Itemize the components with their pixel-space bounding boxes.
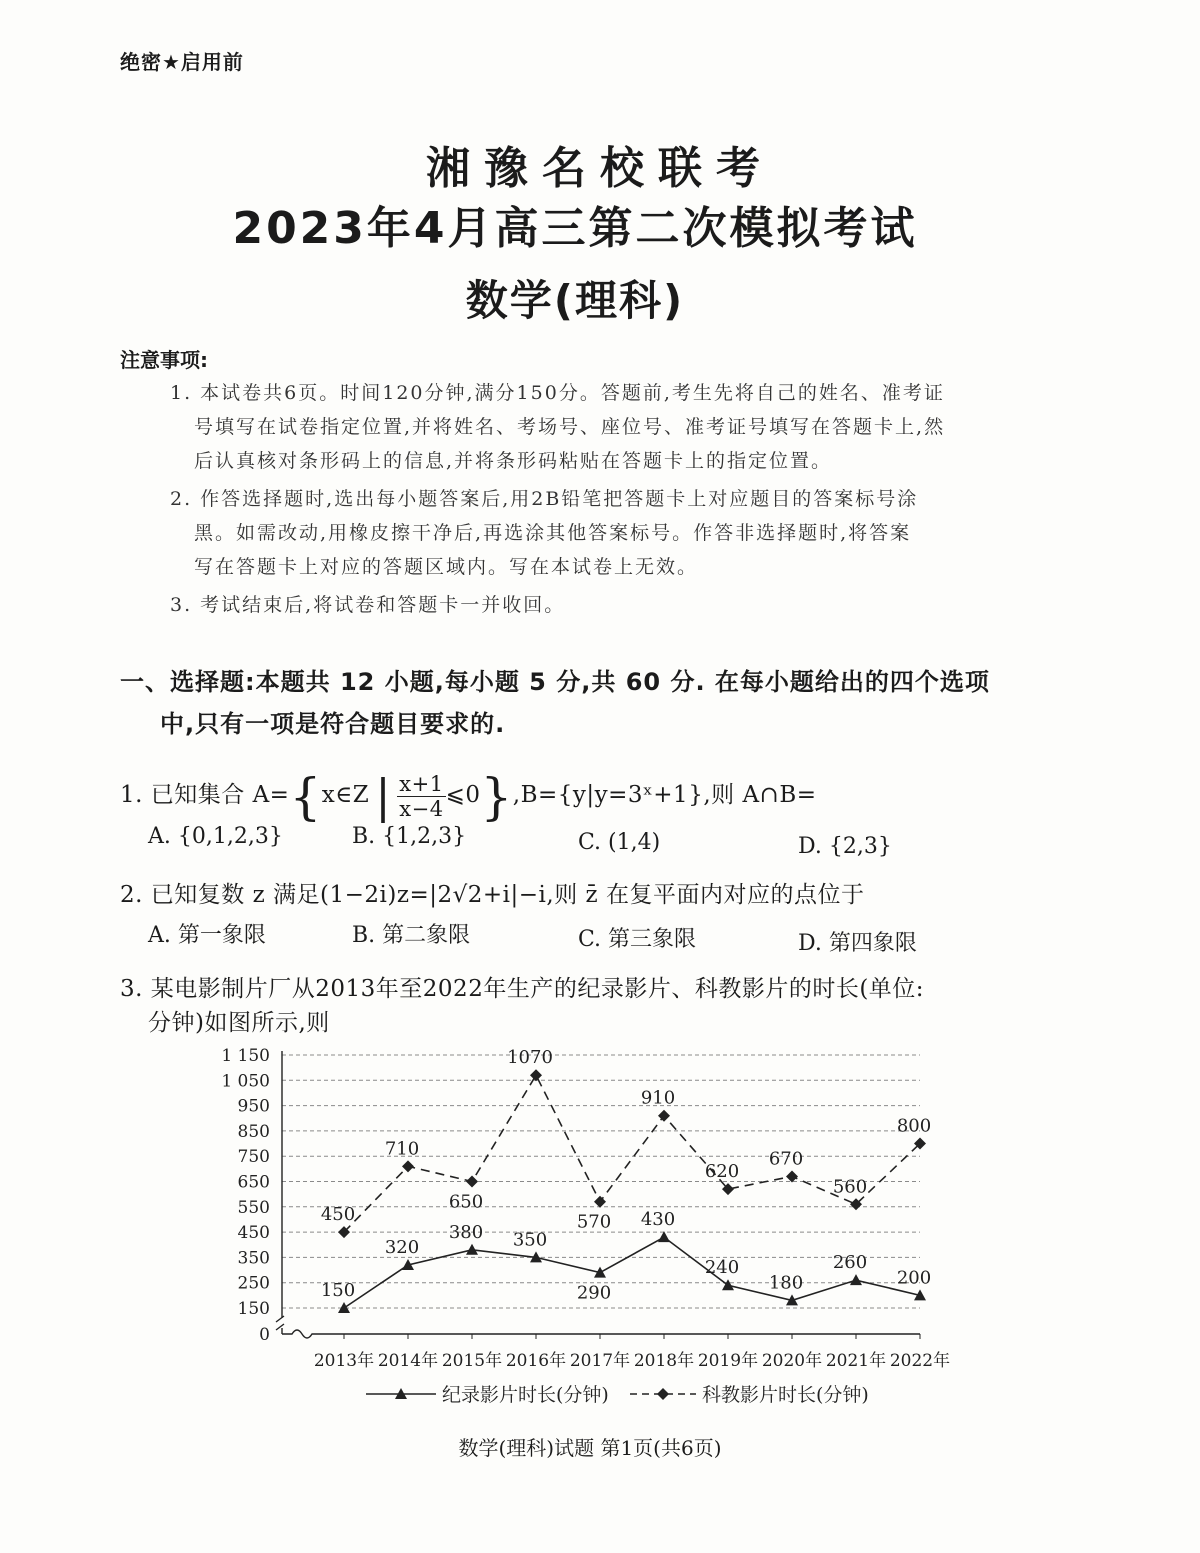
y-tick-label: 250 — [237, 1273, 270, 1294]
data-label: 350 — [512, 1229, 548, 1251]
y-tick-label: 1 150 — [221, 1046, 270, 1066]
y-tick-label: 150 — [237, 1299, 270, 1319]
set-bar: | — [375, 769, 392, 823]
documentary-point — [466, 1244, 478, 1255]
science-point — [658, 1110, 670, 1122]
notice-line: 黑。如需改动,用橡皮擦干净后,再选涂其他答案标号。作答非选择题时,将答案 — [194, 522, 912, 544]
y-axis-break — [276, 1316, 284, 1330]
y-tick-label: 0 — [259, 1325, 270, 1345]
data-label: 570 — [576, 1211, 612, 1233]
q1-le0: ⩽0 — [445, 782, 481, 808]
y-tick-label: 850 — [237, 1121, 270, 1142]
question-3: 3. 某电影制片厂从2013年至2022年生产的纪录影片、科教影片的时长(单位: — [120, 976, 925, 1002]
page-footer: 数学(理科)试题 第1页(共6页) — [458, 1436, 722, 1460]
data-label: 1070 — [507, 1047, 553, 1069]
data-label: 910 — [640, 1087, 676, 1109]
data-label: 650 — [448, 1191, 484, 1213]
science-point — [786, 1170, 798, 1182]
notice-line: 后认真核对条形码上的信息,并将条形码粘贴在答题卡上的指定位置。 — [194, 450, 833, 472]
x-tick-label: 2018年 — [633, 1351, 695, 1371]
y-tick-label: 650 — [237, 1172, 270, 1193]
x-tick-label: 2017年 — [569, 1351, 631, 1371]
data-label: 620 — [704, 1161, 740, 1183]
legend-documentary-label: 纪录影片时长(分钟) — [442, 1384, 609, 1406]
x-tick-label: 2013年 — [313, 1351, 375, 1371]
q2-option-b[interactable]: B. 第二象限 — [352, 923, 471, 948]
q1-frac-num: x+1 — [399, 771, 444, 796]
q1-prefix: 1. 已知集合 A= — [120, 782, 290, 808]
x-tick-label: 2016年 — [505, 1351, 567, 1371]
data-label: 290 — [576, 1282, 612, 1304]
x-tick-label: 2021年 — [825, 1351, 887, 1371]
data-label: 320 — [384, 1236, 420, 1258]
science-point — [402, 1160, 414, 1172]
x-tick-label: 2019年 — [697, 1351, 759, 1371]
q1-frac-den: x−4 — [399, 796, 444, 821]
notice-line: 写在答题卡上对应的答题区域内。写在本试卷上无效。 — [194, 556, 699, 578]
notice-heading: 注意事项: — [120, 348, 208, 372]
y-tick-label: 550 — [237, 1197, 270, 1218]
y-tick-label: 1 050 — [221, 1071, 270, 1092]
data-label: 670 — [768, 1148, 804, 1170]
section-heading: 一、选择题:本题共 12 小题,每小题 5 分,共 60 分. 在每小题给出的四个选项 — [120, 668, 990, 696]
data-label: 560 — [832, 1176, 868, 1198]
x-tick-label: 2022年 — [889, 1351, 951, 1371]
legend-science-marker — [657, 1388, 669, 1400]
data-label: 150 — [320, 1280, 356, 1301]
q1-option-d[interactable]: D. {2,3} — [798, 834, 892, 859]
exam-title-date: 2023年4月高三第二次模拟考试 — [232, 203, 918, 254]
documentary-point — [722, 1279, 734, 1290]
q2-option-c[interactable]: C. 第三象限 — [578, 927, 697, 952]
x-tick-label: 2014年 — [377, 1351, 439, 1371]
data-label: 200 — [896, 1267, 932, 1289]
data-label: 380 — [448, 1221, 484, 1243]
q2-option-d[interactable]: D. 第四象限 — [798, 931, 917, 956]
section-heading-cont: 中,只有一项是符合题目要求的. — [160, 710, 506, 738]
notice-line: 2. 作答选择题时,选出每小题答案后,用2B铅笔把答题卡上对应题目的答案标号涂 — [170, 488, 919, 510]
science-series-line — [344, 1075, 920, 1232]
x-axis — [282, 1330, 920, 1338]
data-label: 800 — [896, 1115, 932, 1137]
y-tick-label: 950 — [237, 1096, 270, 1117]
notice-line: 号填写在试卷指定位置,并将姓名、考场号、座位号、准考证号填写在答题卡上,然 — [194, 416, 946, 438]
y-tick-label: 450 — [237, 1223, 270, 1244]
x-tick-label: 2015年 — [441, 1351, 503, 1371]
y-tick-label: 350 — [237, 1248, 270, 1269]
data-label: 240 — [704, 1257, 740, 1279]
notice-line: 3. 考试结束后,将试卷和答题卡一并收回。 — [170, 594, 566, 616]
data-label: 710 — [384, 1138, 420, 1160]
x-tick-label: 2020年 — [761, 1351, 823, 1371]
confidential-mark: 绝密★启用前 — [120, 50, 244, 74]
data-label: 260 — [832, 1252, 868, 1274]
q1-option-a[interactable]: A. {0,1,2,3} — [148, 824, 283, 849]
data-label: 180 — [768, 1272, 804, 1294]
exam-subject: 数学(理科) — [465, 276, 685, 325]
q1-rest: ,B={y|y=3ˣ+1},则 A∩B= — [512, 782, 817, 808]
brace-open: { — [289, 768, 322, 826]
notice-line: 1. 本试卷共6页。时间120分钟,满分150分。答题前,考生先将自己的姓名、准考证 — [170, 382, 945, 404]
q2-option-a[interactable]: A. 第一象限 — [148, 923, 266, 948]
documentary-point — [658, 1231, 670, 1242]
documentary-point — [850, 1274, 862, 1285]
brace-close: } — [480, 768, 513, 826]
q1-option-b[interactable]: B. {1,2,3} — [352, 824, 467, 849]
legend-science-label: 科教影片时长(分钟) — [702, 1384, 869, 1406]
data-label: 430 — [640, 1209, 676, 1231]
question-2: 2. 已知复数 z 满足(1−2i)z=|2√2+i|−i,则 z̄ 在复平面内对应的点位于 — [120, 882, 865, 908]
question-3-cont: 分钟)如图所示,则 — [148, 1010, 330, 1036]
q1-option-c[interactable]: C. (1,4) — [578, 830, 661, 855]
data-label: 450 — [320, 1204, 356, 1226]
y-tick-label: 750 — [237, 1147, 270, 1168]
science-point — [530, 1069, 542, 1081]
exam-title-union: 湘豫名校联考 — [426, 143, 774, 194]
science-point — [466, 1176, 478, 1188]
science-point — [594, 1196, 606, 1208]
q1-set-var: x∈Z — [321, 782, 370, 808]
